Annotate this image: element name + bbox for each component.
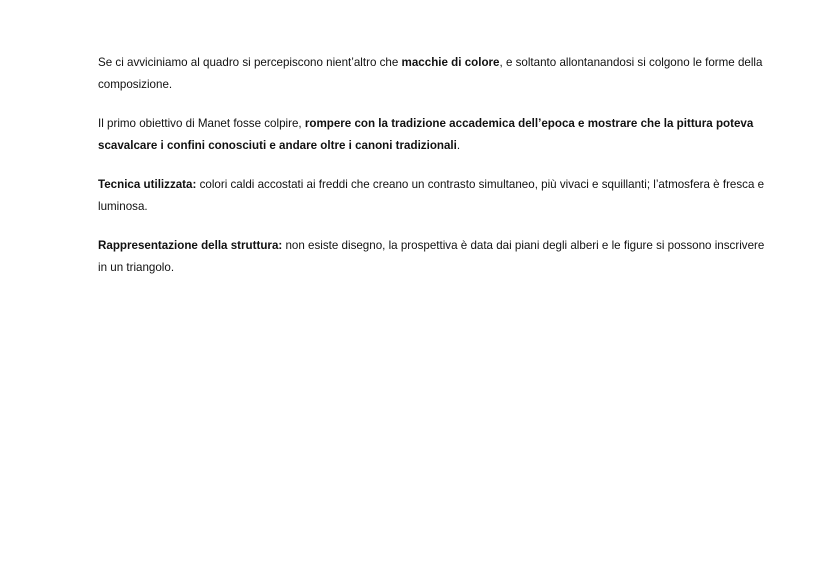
text-segment: non esiste disegno, la prospettiva è data dai piani degli alberi e le figure si possono inscrivere in un triangolo. — [98, 239, 765, 274]
text-segment: Se ci avviciniamo al quadro si percepiscono nient’altro che — [98, 56, 402, 69]
bold-segment: Tecnica utilizzata: — [98, 178, 197, 191]
paragraph-obiettivo — [98, 113, 773, 157]
bold-segment: macchie di colore — [401, 56, 500, 69]
text-segment: , e soltanto allontanandosi si colgono le forme della composizione. — [98, 56, 763, 91]
paragraph-tecnica — [98, 174, 773, 218]
paragraph-macchie — [98, 52, 773, 96]
text-segment: colori caldi accostati ai freddi che creano un contrasto simultaneo, più vivaci e squillanti; l’atmosfera è fresca e luminosa. — [98, 178, 765, 213]
paragraph-struttura — [98, 235, 773, 279]
text-segment: Il primo obiettivo di Manet fosse colpire, — [98, 117, 305, 130]
bold-segment: Rappresentazione della struttura: — [98, 239, 283, 252]
bold-segment: rompere con la tradizione accademica dell’epoca e mostrare che la pittura poteva scavalcare i confini conosciuti e andare oltre i canoni tradizionali — [98, 117, 754, 152]
text-segment: . — [456, 139, 461, 152]
document-page — [98, 52, 773, 296]
